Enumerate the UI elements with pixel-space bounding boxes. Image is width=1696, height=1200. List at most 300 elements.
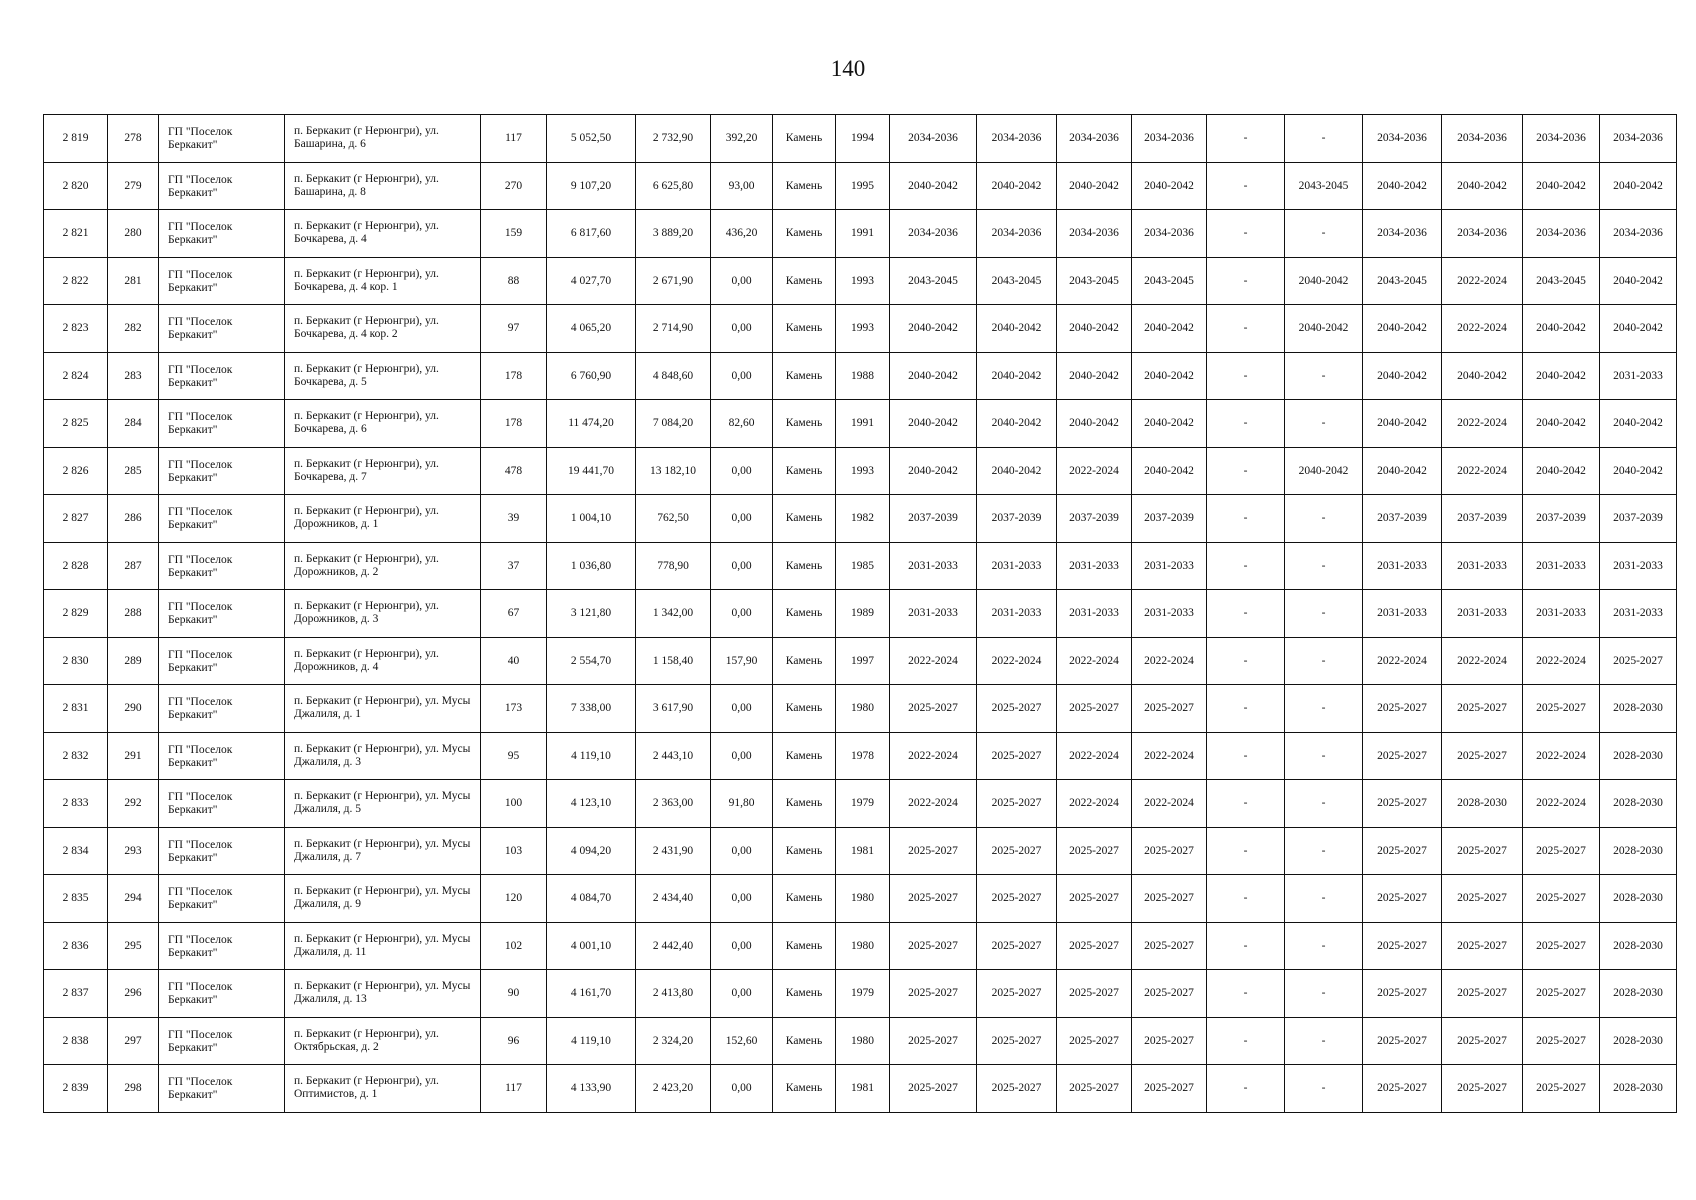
cell-residents: 96: [481, 1017, 547, 1065]
cell-living-area: 2 363,00: [636, 780, 711, 828]
cell-address: п. Беркакит (г Нерюнгри), ул. Бочкарева, д. 7: [285, 447, 481, 495]
cell-period-facade: 2025-2027: [977, 922, 1057, 970]
cell-period-engineering: 2034-2036: [1132, 115, 1207, 163]
cell-build-year: 1991: [836, 400, 890, 448]
cell-living-area: 2 413,80: [636, 970, 711, 1018]
cell-residents: 103: [481, 827, 547, 875]
cell-municipality: ГП "Поселок Беркакит": [159, 780, 285, 828]
cell-period-electric: 2037-2039: [1600, 495, 1677, 543]
cell-period-other: -: [1285, 1065, 1363, 1113]
cell-period-water: 2040-2042: [1442, 352, 1523, 400]
table-row: [44, 542, 1677, 590]
cell-residents: 37: [481, 542, 547, 590]
cell-wall-material: Камень: [773, 210, 836, 258]
table-row: [44, 162, 1677, 210]
cell-period-sewer: 2040-2042: [1523, 162, 1600, 210]
cell-period-heating: 2037-2039: [1363, 495, 1442, 543]
cell-period-foundation: 2022-2024: [1057, 637, 1132, 685]
cell-period-foundation: 2025-2027: [1057, 1065, 1132, 1113]
cell-nonresidential-area: 0,00: [711, 732, 773, 780]
cell-build-year: 1995: [836, 162, 890, 210]
cell-build-year: 1979: [836, 780, 890, 828]
cell-residents: 178: [481, 352, 547, 400]
cell-object-number: 295: [108, 922, 159, 970]
cell-nonresidential-area: 157,90: [711, 637, 773, 685]
cell-row-number: 2 826: [44, 447, 108, 495]
cell-period-electric: 2028-2030: [1600, 1017, 1677, 1065]
cell-address: п. Беркакит (г Нерюнгри), ул. Дорожников, д. 3: [285, 590, 481, 638]
cell-address: п. Беркакит (г Нерюнгри), ул. Мусы Джалиля, д. 1: [285, 685, 481, 733]
cell-living-area: 762,50: [636, 495, 711, 543]
cell-period-engineering: 2025-2027: [1132, 1065, 1207, 1113]
cell-period-water: 2028-2030: [1442, 780, 1523, 828]
cell-living-area: 2 732,90: [636, 115, 711, 163]
cell-municipality: ГП "Поселок Беркакит": [159, 637, 285, 685]
cell-period-other: 2040-2042: [1285, 257, 1363, 305]
cell-period-foundation: 2043-2045: [1057, 257, 1132, 305]
cell-period-other: 2043-2045: [1285, 162, 1363, 210]
cell-municipality: ГП "Поселок Беркакит": [159, 305, 285, 353]
cell-period-electric: 2028-2030: [1600, 685, 1677, 733]
cell-total-area: 9 107,20: [547, 162, 636, 210]
cell-period-heating: 2040-2042: [1363, 400, 1442, 448]
table-row: [44, 970, 1677, 1018]
cell-period-other: -: [1285, 970, 1363, 1018]
cell-address: п. Беркакит (г Нерюнгри), ул. Мусы Джалиля, д. 7: [285, 827, 481, 875]
cell-address: п. Беркакит (г Нерюнгри), ул. Мусы Джалиля, д. 9: [285, 875, 481, 923]
cell-period-other: -: [1285, 637, 1363, 685]
cell-total-area: 4 027,70: [547, 257, 636, 305]
cell-municipality: ГП "Поселок Беркакит": [159, 257, 285, 305]
cell-total-area: 5 052,50: [547, 115, 636, 163]
cell-wall-material: Камень: [773, 1065, 836, 1113]
cell-period-foundation: 2025-2027: [1057, 970, 1132, 1018]
cell-nonresidential-area: 436,20: [711, 210, 773, 258]
cell-period-elevator: -: [1207, 827, 1285, 875]
cell-wall-material: Камень: [773, 922, 836, 970]
cell-period-water: 2025-2027: [1442, 922, 1523, 970]
cell-period-engineering: 2037-2039: [1132, 495, 1207, 543]
cell-row-number: 2 834: [44, 827, 108, 875]
cell-object-number: 285: [108, 447, 159, 495]
cell-nonresidential-area: 91,80: [711, 780, 773, 828]
table-row: [44, 732, 1677, 780]
cell-period-roof: 2025-2027: [890, 970, 977, 1018]
cell-period-foundation: 2031-2033: [1057, 590, 1132, 638]
cell-period-roof: 2037-2039: [890, 495, 977, 543]
cell-build-year: 1980: [836, 875, 890, 923]
cell-object-number: 294: [108, 875, 159, 923]
cell-row-number: 2 836: [44, 922, 108, 970]
cell-period-facade: 2025-2027: [977, 970, 1057, 1018]
cell-address: п. Беркакит (г Нерюнгри), ул. Башарина, д. 8: [285, 162, 481, 210]
cell-period-electric: 2040-2042: [1600, 447, 1677, 495]
cell-period-foundation: 2025-2027: [1057, 922, 1132, 970]
cell-period-foundation: 2025-2027: [1057, 875, 1132, 923]
cell-residents: 117: [481, 1065, 547, 1113]
table-row: [44, 590, 1677, 638]
cell-total-area: 4 123,10: [547, 780, 636, 828]
table-row: [44, 827, 1677, 875]
cell-total-area: 4 119,10: [547, 1017, 636, 1065]
cell-period-water: 2025-2027: [1442, 827, 1523, 875]
cell-period-sewer: 2043-2045: [1523, 257, 1600, 305]
cell-municipality: ГП "Поселок Беркакит": [159, 162, 285, 210]
cell-nonresidential-area: 0,00: [711, 970, 773, 1018]
cell-period-engineering: 2022-2024: [1132, 637, 1207, 685]
cell-period-elevator: -: [1207, 495, 1285, 543]
cell-period-engineering: 2025-2027: [1132, 685, 1207, 733]
cell-municipality: ГП "Поселок Беркакит": [159, 875, 285, 923]
cell-period-foundation: 2022-2024: [1057, 447, 1132, 495]
cell-build-year: 1980: [836, 685, 890, 733]
cell-period-water: 2025-2027: [1442, 1017, 1523, 1065]
cell-nonresidential-area: 0,00: [711, 1065, 773, 1113]
cell-address: п. Беркакит (г Нерюнгри), ул. Бочкарева, д. 5: [285, 352, 481, 400]
cell-period-electric: 2031-2033: [1600, 542, 1677, 590]
cell-wall-material: Камень: [773, 637, 836, 685]
cell-period-engineering: 2025-2027: [1132, 827, 1207, 875]
cell-residents: 117: [481, 115, 547, 163]
cell-period-engineering: 2034-2036: [1132, 210, 1207, 258]
cell-living-area: 7 084,20: [636, 400, 711, 448]
cell-residents: 102: [481, 922, 547, 970]
cell-nonresidential-area: 93,00: [711, 162, 773, 210]
cell-total-area: 7 338,00: [547, 685, 636, 733]
cell-row-number: 2 823: [44, 305, 108, 353]
cell-period-water: 2034-2036: [1442, 210, 1523, 258]
cell-object-number: 292: [108, 780, 159, 828]
cell-municipality: ГП "Поселок Беркакит": [159, 1017, 285, 1065]
cell-living-area: 2 434,40: [636, 875, 711, 923]
cell-nonresidential-area: 0,00: [711, 305, 773, 353]
cell-period-roof: 2025-2027: [890, 1017, 977, 1065]
cell-residents: 100: [481, 780, 547, 828]
cell-period-water: 2040-2042: [1442, 162, 1523, 210]
cell-municipality: ГП "Поселок Беркакит": [159, 115, 285, 163]
cell-period-water: 2031-2033: [1442, 590, 1523, 638]
cell-address: п. Беркакит (г Нерюнгри), ул. Бочкарева, д. 4 кор. 1: [285, 257, 481, 305]
cell-period-elevator: -: [1207, 590, 1285, 638]
cell-wall-material: Камень: [773, 400, 836, 448]
table-row: [44, 685, 1677, 733]
cell-period-elevator: -: [1207, 637, 1285, 685]
cell-period-other: -: [1285, 732, 1363, 780]
cell-period-sewer: 2025-2027: [1523, 1017, 1600, 1065]
cell-living-area: 2 431,90: [636, 827, 711, 875]
cell-nonresidential-area: 0,00: [711, 685, 773, 733]
cell-period-foundation: 2022-2024: [1057, 732, 1132, 780]
cell-period-foundation: 2025-2027: [1057, 827, 1132, 875]
cell-period-roof: 2025-2027: [890, 875, 977, 923]
cell-build-year: 1997: [836, 637, 890, 685]
cell-address: п. Беркакит (г Нерюнгри), ул. Октябрьская, д. 2: [285, 1017, 481, 1065]
cell-period-other: -: [1285, 210, 1363, 258]
cell-residents: 90: [481, 970, 547, 1018]
cell-period-heating: 2025-2027: [1363, 732, 1442, 780]
cell-wall-material: Камень: [773, 590, 836, 638]
cell-period-facade: 2025-2027: [977, 827, 1057, 875]
cell-period-sewer: 2022-2024: [1523, 780, 1600, 828]
cell-period-elevator: -: [1207, 732, 1285, 780]
cell-period-roof: 2022-2024: [890, 780, 977, 828]
cell-address: п. Беркакит (г Нерюнгри), ул. Бочкарева, д. 4: [285, 210, 481, 258]
cell-residents: 159: [481, 210, 547, 258]
cell-address: п. Беркакит (г Нерюнгри), ул. Оптимистов, д. 1: [285, 1065, 481, 1113]
cell-wall-material: Камень: [773, 970, 836, 1018]
cell-row-number: 2 832: [44, 732, 108, 780]
cell-period-water: 2022-2024: [1442, 400, 1523, 448]
cell-period-heating: 2040-2042: [1363, 305, 1442, 353]
cell-total-area: 1 036,80: [547, 542, 636, 590]
cell-period-other: -: [1285, 922, 1363, 970]
cell-period-roof: 2043-2045: [890, 257, 977, 305]
cell-period-roof: 2040-2042: [890, 447, 977, 495]
cell-period-elevator: -: [1207, 447, 1285, 495]
cell-period-other: -: [1285, 685, 1363, 733]
cell-living-area: 3 617,90: [636, 685, 711, 733]
cell-period-roof: 2040-2042: [890, 162, 977, 210]
cell-period-facade: 2034-2036: [977, 210, 1057, 258]
cell-object-number: 283: [108, 352, 159, 400]
cell-total-area: 11 474,20: [547, 400, 636, 448]
cell-period-engineering: 2040-2042: [1132, 400, 1207, 448]
cell-object-number: 293: [108, 827, 159, 875]
cell-period-engineering: 2022-2024: [1132, 780, 1207, 828]
cell-period-sewer: 2025-2027: [1523, 1065, 1600, 1113]
cell-nonresidential-area: 0,00: [711, 447, 773, 495]
cell-object-number: 278: [108, 115, 159, 163]
cell-period-engineering: 2025-2027: [1132, 1017, 1207, 1065]
cell-period-roof: 2025-2027: [890, 1065, 977, 1113]
cell-wall-material: Камень: [773, 495, 836, 543]
cell-build-year: 1980: [836, 922, 890, 970]
cell-period-other: -: [1285, 352, 1363, 400]
cell-period-electric: 2040-2042: [1600, 257, 1677, 305]
cell-period-engineering: 2025-2027: [1132, 875, 1207, 923]
cell-living-area: 2 714,90: [636, 305, 711, 353]
cell-period-heating: 2043-2045: [1363, 257, 1442, 305]
cell-period-facade: 2040-2042: [977, 305, 1057, 353]
cell-period-facade: 2025-2027: [977, 1065, 1057, 1113]
cell-period-heating: 2034-2036: [1363, 210, 1442, 258]
cell-object-number: 286: [108, 495, 159, 543]
cell-row-number: 2 827: [44, 495, 108, 543]
cell-period-sewer: 2025-2027: [1523, 922, 1600, 970]
cell-period-heating: 2025-2027: [1363, 685, 1442, 733]
cell-period-elevator: -: [1207, 162, 1285, 210]
cell-period-roof: 2034-2036: [890, 115, 977, 163]
cell-period-other: -: [1285, 590, 1363, 638]
cell-municipality: ГП "Поселок Беркакит": [159, 400, 285, 448]
cell-period-elevator: -: [1207, 305, 1285, 353]
cell-address: п. Беркакит (г Нерюнгри), ул. Дорожников, д. 4: [285, 637, 481, 685]
cell-period-sewer: 2040-2042: [1523, 305, 1600, 353]
table-row: [44, 1065, 1677, 1113]
cell-build-year: 1988: [836, 352, 890, 400]
cell-row-number: 2 829: [44, 590, 108, 638]
cell-period-engineering: 2031-2033: [1132, 542, 1207, 590]
cell-total-area: 4 119,10: [547, 732, 636, 780]
cell-municipality: ГП "Поселок Беркакит": [159, 495, 285, 543]
table-row: [44, 495, 1677, 543]
cell-residents: 120: [481, 875, 547, 923]
cell-period-water: 2025-2027: [1442, 732, 1523, 780]
cell-address: п. Беркакит (г Нерюнгри), ул. Мусы Джалиля, д. 11: [285, 922, 481, 970]
cell-period-sewer: 2031-2033: [1523, 590, 1600, 638]
cell-period-facade: 2040-2042: [977, 352, 1057, 400]
cell-municipality: ГП "Поселок Беркакит": [159, 352, 285, 400]
cell-living-area: 778,90: [636, 542, 711, 590]
cell-build-year: 1981: [836, 1065, 890, 1113]
cell-period-roof: 2025-2027: [890, 827, 977, 875]
cell-wall-material: Камень: [773, 685, 836, 733]
cell-total-area: 19 441,70: [547, 447, 636, 495]
cell-period-electric: 2031-2033: [1600, 590, 1677, 638]
page-number: 140: [830, 56, 866, 81]
cell-nonresidential-area: 0,00: [711, 922, 773, 970]
cell-build-year: 1993: [836, 447, 890, 495]
table-row: [44, 637, 1677, 685]
cell-total-area: 2 554,70: [547, 637, 636, 685]
cell-wall-material: Камень: [773, 257, 836, 305]
cell-build-year: 1981: [836, 827, 890, 875]
cell-period-foundation: 2040-2042: [1057, 400, 1132, 448]
cell-municipality: ГП "Поселок Беркакит": [159, 685, 285, 733]
cell-period-facade: 2031-2033: [977, 590, 1057, 638]
table-row: [44, 922, 1677, 970]
cell-period-elevator: -: [1207, 352, 1285, 400]
cell-row-number: 2 825: [44, 400, 108, 448]
cell-object-number: 289: [108, 637, 159, 685]
cell-row-number: 2 830: [44, 637, 108, 685]
cell-period-foundation: 2022-2024: [1057, 780, 1132, 828]
cell-object-number: 281: [108, 257, 159, 305]
cell-period-elevator: -: [1207, 875, 1285, 923]
table-body: [44, 115, 1677, 1113]
cell-object-number: 288: [108, 590, 159, 638]
cell-period-roof: 2022-2024: [890, 637, 977, 685]
cell-period-other: -: [1285, 115, 1363, 163]
cell-address: п. Беркакит (г Нерюнгри), ул. Бочкарева, д. 6: [285, 400, 481, 448]
cell-period-facade: 2040-2042: [977, 400, 1057, 448]
cell-row-number: 2 833: [44, 780, 108, 828]
table-row: [44, 257, 1677, 305]
cell-period-facade: 2037-2039: [977, 495, 1057, 543]
cell-period-water: 2025-2027: [1442, 685, 1523, 733]
cell-living-area: 2 443,10: [636, 732, 711, 780]
cell-object-number: 297: [108, 1017, 159, 1065]
cell-period-electric: 2040-2042: [1600, 400, 1677, 448]
cell-object-number: 284: [108, 400, 159, 448]
cell-period-water: 2022-2024: [1442, 447, 1523, 495]
cell-period-electric: 2028-2030: [1600, 875, 1677, 923]
cell-period-engineering: 2040-2042: [1132, 447, 1207, 495]
cell-living-area: 2 423,20: [636, 1065, 711, 1113]
cell-period-sewer: 2040-2042: [1523, 447, 1600, 495]
cell-living-area: 1 158,40: [636, 637, 711, 685]
cell-period-engineering: 2022-2024: [1132, 732, 1207, 780]
cell-municipality: ГП "Поселок Беркакит": [159, 970, 285, 1018]
cell-period-elevator: -: [1207, 970, 1285, 1018]
cell-period-roof: 2022-2024: [890, 732, 977, 780]
cell-period-water: 2025-2027: [1442, 970, 1523, 1018]
cell-build-year: 1982: [836, 495, 890, 543]
cell-address: п. Беркакит (г Нерюнгри), ул. Дорожников, д. 1: [285, 495, 481, 543]
cell-period-electric: 2028-2030: [1600, 970, 1677, 1018]
cell-period-heating: 2025-2027: [1363, 780, 1442, 828]
cell-row-number: 2 824: [44, 352, 108, 400]
cell-period-heating: 2040-2042: [1363, 447, 1442, 495]
table-row: [44, 210, 1677, 258]
cell-period-facade: 2025-2027: [977, 732, 1057, 780]
cell-municipality: ГП "Поселок Беркакит": [159, 1065, 285, 1113]
cell-object-number: 290: [108, 685, 159, 733]
cell-period-elevator: -: [1207, 1017, 1285, 1065]
cell-municipality: ГП "Поселок Беркакит": [159, 447, 285, 495]
cell-object-number: 282: [108, 305, 159, 353]
cell-period-elevator: -: [1207, 685, 1285, 733]
cell-row-number: 2 822: [44, 257, 108, 305]
cell-period-sewer: 2040-2042: [1523, 400, 1600, 448]
cell-nonresidential-area: 0,00: [711, 827, 773, 875]
cell-row-number: 2 819: [44, 115, 108, 163]
cell-period-sewer: 2025-2027: [1523, 875, 1600, 923]
cell-build-year: 1993: [836, 257, 890, 305]
cell-residents: 178: [481, 400, 547, 448]
cell-total-area: 4 001,10: [547, 922, 636, 970]
cell-period-sewer: 2034-2036: [1523, 115, 1600, 163]
cell-period-heating: 2022-2024: [1363, 637, 1442, 685]
cell-period-facade: 2025-2027: [977, 1017, 1057, 1065]
cell-nonresidential-area: 0,00: [711, 542, 773, 590]
cell-nonresidential-area: 0,00: [711, 590, 773, 638]
cell-period-other: 2040-2042: [1285, 305, 1363, 353]
cell-address: п. Беркакит (г Нерюнгри), ул. Мусы Джалиля, д. 3: [285, 732, 481, 780]
cell-address: п. Беркакит (г Нерюнгри), ул. Дорожников, д. 2: [285, 542, 481, 590]
cell-period-sewer: 2025-2027: [1523, 827, 1600, 875]
cell-period-elevator: -: [1207, 115, 1285, 163]
table-row: [44, 115, 1677, 163]
cell-living-area: 3 889,20: [636, 210, 711, 258]
cell-period-elevator: -: [1207, 1065, 1285, 1113]
cell-period-roof: 2040-2042: [890, 400, 977, 448]
cell-row-number: 2 821: [44, 210, 108, 258]
housing-registry-table: [43, 114, 1677, 1113]
cell-period-engineering: 2043-2045: [1132, 257, 1207, 305]
cell-period-other: -: [1285, 827, 1363, 875]
cell-total-area: 4 065,20: [547, 305, 636, 353]
cell-living-area: 6 625,80: [636, 162, 711, 210]
cell-build-year: 1994: [836, 115, 890, 163]
cell-total-area: 4 161,70: [547, 970, 636, 1018]
cell-municipality: ГП "Поселок Беркакит": [159, 542, 285, 590]
cell-period-electric: 2034-2036: [1600, 115, 1677, 163]
cell-build-year: 1980: [836, 1017, 890, 1065]
cell-build-year: 1978: [836, 732, 890, 780]
cell-wall-material: Камень: [773, 352, 836, 400]
cell-wall-material: Камень: [773, 162, 836, 210]
cell-period-other: -: [1285, 495, 1363, 543]
cell-municipality: ГП "Поселок Беркакит": [159, 922, 285, 970]
cell-period-elevator: -: [1207, 542, 1285, 590]
cell-period-sewer: 2037-2039: [1523, 495, 1600, 543]
cell-period-facade: 2025-2027: [977, 780, 1057, 828]
cell-wall-material: Камень: [773, 542, 836, 590]
cell-period-heating: 2025-2027: [1363, 922, 1442, 970]
cell-living-area: 4 848,60: [636, 352, 711, 400]
cell-object-number: 287: [108, 542, 159, 590]
